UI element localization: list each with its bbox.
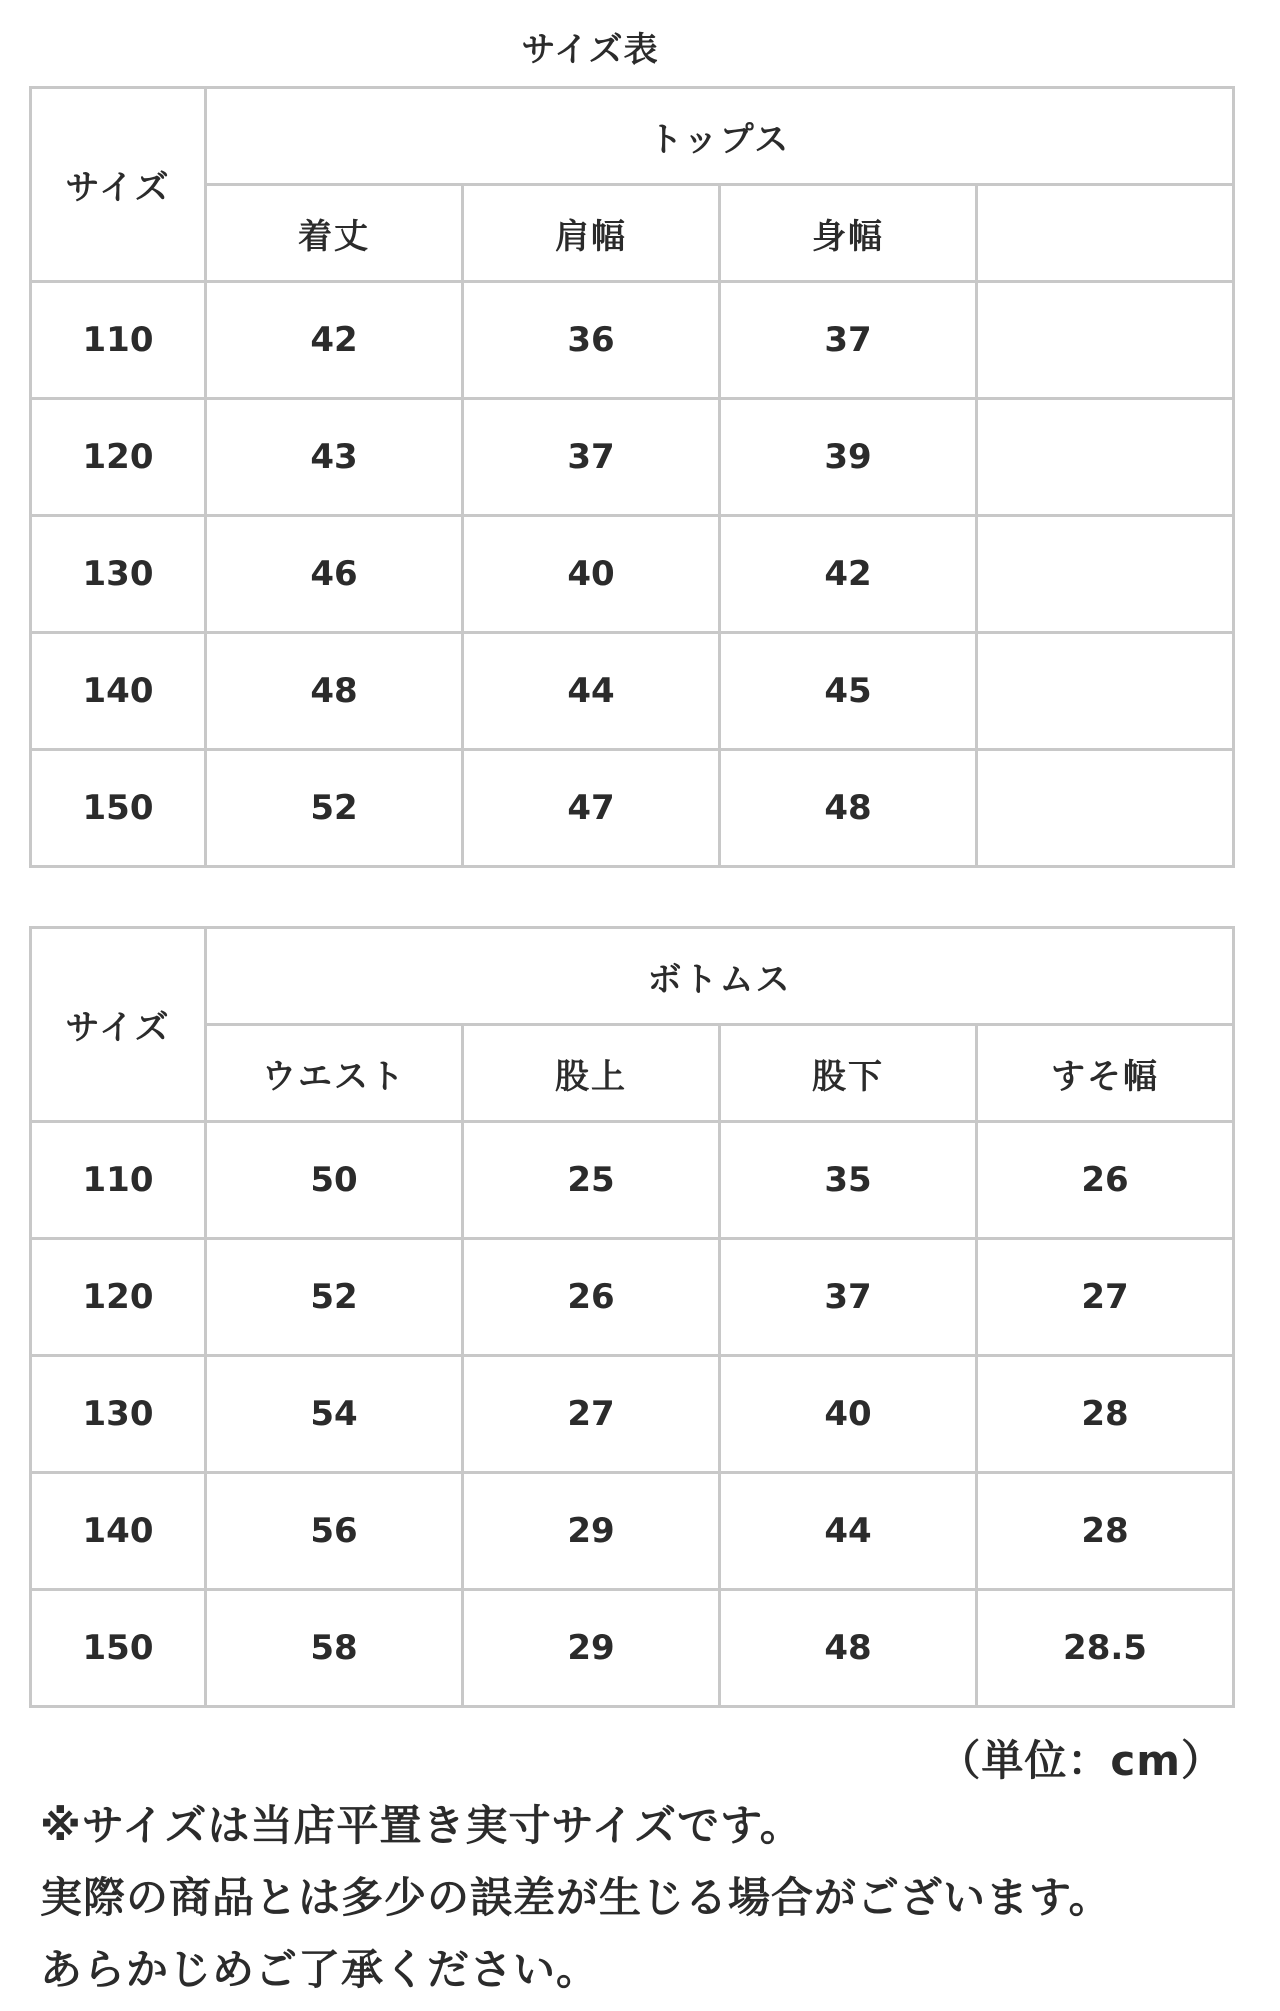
table-row bbox=[31, 1473, 1234, 1590]
size-cell: 130 bbox=[31, 1356, 206, 1473]
table-cell: 37 bbox=[720, 1239, 977, 1356]
table-cell: 27 bbox=[977, 1239, 1234, 1356]
table-cell bbox=[977, 750, 1234, 867]
table-cell: 48 bbox=[206, 633, 463, 750]
size-cell: 130 bbox=[31, 516, 206, 633]
column-header-chest: 身幅 bbox=[720, 185, 977, 282]
table-row bbox=[31, 1239, 1234, 1356]
size-cell: 110 bbox=[31, 282, 206, 399]
table-cell: 25 bbox=[463, 1122, 720, 1239]
table-cell: 42 bbox=[206, 282, 463, 399]
size-cell: 150 bbox=[31, 750, 206, 867]
table-cell: 28 bbox=[977, 1473, 1234, 1590]
table-subheader-row bbox=[31, 185, 1234, 282]
column-header-shoulder: 肩幅 bbox=[463, 185, 720, 282]
table-cell: 44 bbox=[720, 1473, 977, 1590]
size-cell: 140 bbox=[31, 633, 206, 750]
table-row bbox=[31, 633, 1234, 750]
table-cell: 37 bbox=[463, 399, 720, 516]
table-cell: 39 bbox=[720, 399, 977, 516]
bottoms-group-header: ボトムス bbox=[206, 928, 1234, 1025]
table-row bbox=[31, 1356, 1234, 1473]
table-cell: 45 bbox=[720, 633, 977, 750]
table-cell: 40 bbox=[720, 1356, 977, 1473]
tops-size-table bbox=[29, 86, 1235, 868]
table-cell: 56 bbox=[206, 1473, 463, 1590]
table-cell bbox=[977, 399, 1234, 516]
table-cell: 46 bbox=[206, 516, 463, 633]
unit-note: （単位：cm） bbox=[938, 1736, 1224, 1785]
column-header-hem-width: すそ幅 bbox=[977, 1025, 1234, 1122]
column-header-length: 着丈 bbox=[206, 185, 463, 282]
page-title: サイズ表 bbox=[521, 30, 659, 70]
table-cell: 52 bbox=[206, 1239, 463, 1356]
table-cell: 50 bbox=[206, 1122, 463, 1239]
table-cell: 43 bbox=[206, 399, 463, 516]
table-cell: 47 bbox=[463, 750, 720, 867]
table-cell: 29 bbox=[463, 1473, 720, 1590]
table-cell bbox=[977, 282, 1234, 399]
table-cell: 52 bbox=[206, 750, 463, 867]
table-cell: 58 bbox=[206, 1590, 463, 1707]
table-cell bbox=[977, 633, 1234, 750]
table-cell: 36 bbox=[463, 282, 720, 399]
size-cell: 120 bbox=[31, 399, 206, 516]
table-cell: 28 bbox=[977, 1356, 1234, 1473]
bottoms-size-table bbox=[29, 926, 1235, 1708]
table-cell: 48 bbox=[720, 1590, 977, 1707]
table-row bbox=[31, 399, 1234, 516]
size-column-header: サイズ bbox=[31, 928, 206, 1122]
table-cell: 44 bbox=[463, 633, 720, 750]
table-row bbox=[31, 282, 1234, 399]
column-header-waist: ウエスト bbox=[206, 1025, 463, 1122]
column-header-rise: 股上 bbox=[463, 1025, 720, 1122]
table-row bbox=[31, 1122, 1234, 1239]
column-header-inseam: 股下 bbox=[720, 1025, 977, 1122]
table-header-row bbox=[31, 88, 1234, 185]
table-cell: 35 bbox=[720, 1122, 977, 1239]
table-row bbox=[31, 750, 1234, 867]
table-row bbox=[31, 1590, 1234, 1707]
table-cell: 48 bbox=[720, 750, 977, 867]
note-line: 実際の商品とは多少の誤差が生じる場合がございます。 bbox=[40, 1873, 1112, 1922]
table-cell: 27 bbox=[463, 1356, 720, 1473]
table-cell bbox=[977, 516, 1234, 633]
note-line: ※サイズは当店平置き実寸サイズです。 bbox=[40, 1801, 803, 1850]
size-cell: 140 bbox=[31, 1473, 206, 1590]
table-cell: 26 bbox=[977, 1122, 1234, 1239]
table-cell: 42 bbox=[720, 516, 977, 633]
size-cell: 120 bbox=[31, 1239, 206, 1356]
size-cell: 150 bbox=[31, 1590, 206, 1707]
table-cell: 54 bbox=[206, 1356, 463, 1473]
table-cell: 29 bbox=[463, 1590, 720, 1707]
table-header-row bbox=[31, 928, 1234, 1025]
table-row bbox=[31, 516, 1234, 633]
table-subheader-row bbox=[31, 1025, 1234, 1122]
table-cell: 26 bbox=[463, 1239, 720, 1356]
size-column-header: サイズ bbox=[31, 88, 206, 282]
table-cell: 28.5 bbox=[977, 1590, 1234, 1707]
note-line: あらかじめご了承ください。 bbox=[40, 1945, 600, 1994]
tops-group-header: トップス bbox=[206, 88, 1234, 185]
table-cell: 40 bbox=[463, 516, 720, 633]
notes-block bbox=[40, 1790, 1240, 2006]
column-header-empty bbox=[977, 185, 1234, 282]
size-cell: 110 bbox=[31, 1122, 206, 1239]
table-cell: 37 bbox=[720, 282, 977, 399]
